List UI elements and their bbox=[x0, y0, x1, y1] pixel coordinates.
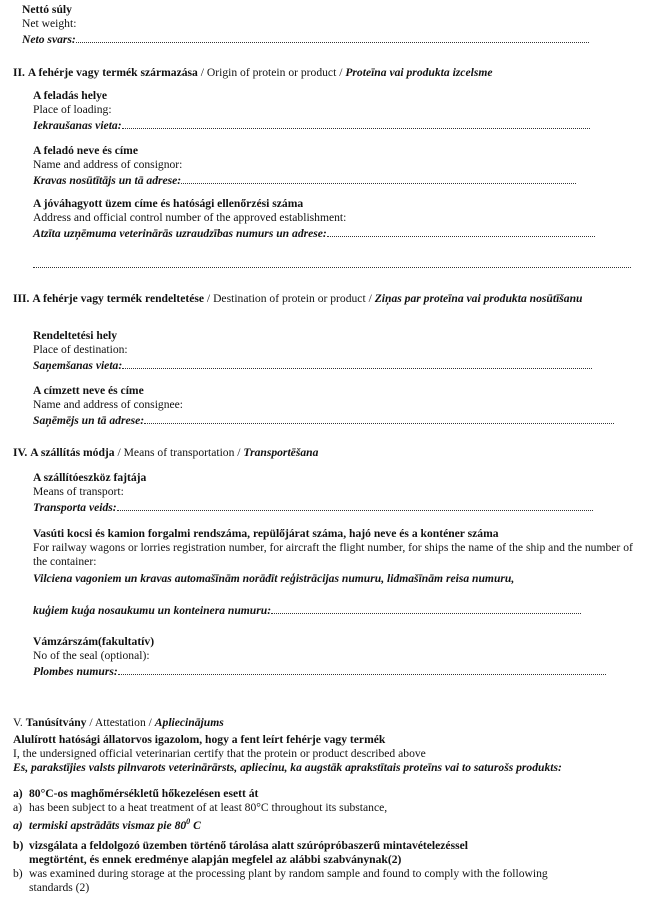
seal-fill-line[interactable] bbox=[118, 663, 606, 675]
consignor-lv: Kravas nosūtītājs un tā adrese: bbox=[33, 174, 182, 187]
item-b-en-line2: standards (2) bbox=[29, 881, 90, 894]
establishment-en: Address and official control number of the approved establishment: bbox=[33, 211, 347, 224]
means-of-transport-en: Means of transport: bbox=[33, 485, 124, 498]
net-weight-lv: Neto svars: bbox=[22, 33, 76, 46]
means-of-transport-hu: A szállítóeszköz fajtája bbox=[33, 471, 147, 484]
item-a-hu: 80°C-os maghőmérsékletű hőkezelésen esett át bbox=[29, 787, 259, 800]
registration-lv-line2: kuģiem kuģa nosaukumu un konteinera numuru: bbox=[33, 604, 272, 617]
place-of-loading-lv: Iekraušanas vieta: bbox=[33, 119, 122, 132]
section-iv-title-lv: Transportēšana bbox=[243, 446, 319, 459]
attestation-item-b bbox=[13, 839, 548, 895]
registration-en: For railway wagons or lorries registration number, for aircraft the flight number, for ships the name of the ship and the number of the container: bbox=[33, 541, 633, 568]
registration-fill-line[interactable] bbox=[271, 602, 581, 614]
item-a-en: has been subject to a heat treatment of at least 80°C throughout its substance, bbox=[29, 801, 388, 814]
means-of-transport-block bbox=[33, 471, 593, 515]
place-of-loading-hu: A feladás helye bbox=[33, 89, 108, 102]
item-a-lv-unit: C bbox=[190, 818, 201, 832]
section-v-title-lv: Apliecinājums bbox=[154, 716, 224, 729]
section-iii-title-en: Destination of protein or product bbox=[213, 292, 366, 305]
item-a-label-en: a) bbox=[13, 801, 23, 814]
section-v-number: V. bbox=[13, 716, 23, 729]
section-iii-title-lv: Ziņas par proteīna vai produkta nosūtīšanu bbox=[374, 292, 583, 305]
attestation-item-a bbox=[13, 787, 387, 833]
attestation-intro-en: I, the undersigned official veterinarian certify that the protein or product described above bbox=[13, 747, 426, 760]
item-b-en-line1: was examined during storage at the processing plant by random sample and found to comply with the following bbox=[29, 867, 548, 880]
section-iv-heading bbox=[13, 446, 318, 460]
separator: / bbox=[204, 292, 214, 305]
separator: / bbox=[365, 292, 375, 305]
seal-lv: Plombes numurs: bbox=[33, 665, 118, 678]
registration-hu: Vasúti kocsi és kamion forgalmi rendszáma, repülőjárat száma, hajó neve és a konténer száma bbox=[33, 527, 499, 540]
consignor-en: Name and address of consignor: bbox=[33, 158, 183, 171]
section-iii-heading bbox=[13, 292, 633, 306]
establishment-hu: A jóváhagyott üzem címe és hatósági ellenőrzési száma bbox=[33, 197, 304, 210]
means-of-transport-fill-line[interactable] bbox=[117, 499, 593, 511]
registration-block bbox=[33, 527, 638, 586]
place-of-destination-hu: Rendeltetési hely bbox=[33, 329, 118, 342]
attestation-intro bbox=[13, 733, 562, 775]
attestation-intro-hu: Alulírott hatósági állatorvos igazolom, hogy a fent leírt fehérje vagy termék bbox=[13, 733, 386, 746]
section-iv-title-hu: A szállítás módja bbox=[30, 446, 115, 459]
consignee-fill-line[interactable] bbox=[144, 412, 614, 424]
item-b-hu-line1: vizsgálata a feldolgozó üzemben történő tárolása alatt szúrópróbaszerű mintavételezéssel bbox=[29, 839, 468, 852]
item-a-label-hu: a) bbox=[13, 787, 23, 800]
seal-hu: Vámzárszám(fakultatív) bbox=[33, 635, 155, 648]
place-of-destination-en: Place of destination: bbox=[33, 343, 128, 356]
place-of-destination-lv: Saņemšanas vieta: bbox=[33, 359, 123, 372]
attestation-intro-lv: Es, parakstījies valsts pilnvarots veterinārārsts, apliecinu, ka augstāk aprakstītais proteīns vai to saturošs produkts: bbox=[13, 761, 562, 774]
establishment-block bbox=[33, 197, 595, 241]
section-v-title-hu: Tanúsítvány bbox=[25, 716, 87, 729]
net-weight-fill-line[interactable] bbox=[76, 31, 589, 43]
separator: / bbox=[114, 446, 124, 459]
seal-block bbox=[33, 635, 606, 679]
item-b-hu-line2: megtörtént, és ennek eredménye alapján megfelel az alábbi szabványnak(2) bbox=[29, 853, 402, 866]
separator: / bbox=[336, 66, 346, 79]
net-weight-hu: Nettó súly bbox=[22, 3, 72, 16]
consignee-block bbox=[33, 384, 614, 428]
item-a-label-lv: a) bbox=[13, 818, 23, 832]
separator: / bbox=[234, 446, 244, 459]
consignor-fill-line[interactable] bbox=[181, 172, 576, 184]
registration-lv-line1: Vilciena vagoniem un kravas automašīnām norādīt reģistrācijas numuru, lidmašīnām reisa numuru, bbox=[33, 572, 515, 585]
place-of-destination-fill-line[interactable] bbox=[122, 357, 592, 369]
section-iv-title-en: Means of transportation bbox=[123, 446, 235, 459]
section-ii-heading bbox=[13, 66, 493, 80]
separator: / bbox=[86, 716, 95, 729]
consignee-en: Name and address of consignee: bbox=[33, 398, 184, 411]
establishment-extra-line bbox=[33, 256, 631, 272]
establishment-fill-line-2[interactable] bbox=[33, 256, 631, 268]
consignee-lv: Saņēmējs un tā adrese: bbox=[33, 414, 145, 427]
establishment-lv: Atzīta uzņēmuma veterinārās uzraudzības numurs un adrese: bbox=[33, 227, 327, 240]
place-of-loading-fill-line[interactable] bbox=[122, 117, 590, 129]
consignor-hu: A feladó neve és címe bbox=[33, 144, 138, 157]
means-of-transport-lv: Transporta veids: bbox=[33, 501, 117, 514]
registration-lv-line2-block bbox=[33, 602, 581, 618]
consignor-block bbox=[33, 144, 576, 188]
section-ii-number: II. bbox=[13, 66, 25, 79]
section-v-heading bbox=[13, 716, 224, 730]
place-of-destination-block bbox=[33, 329, 592, 373]
section-ii-title-hu: A fehérje vagy termék származása bbox=[27, 66, 198, 79]
place-of-loading-en: Place of loading: bbox=[33, 103, 112, 116]
consignee-hu: A címzett neve és címe bbox=[33, 384, 144, 397]
section-ii-title-en: Origin of protein or product bbox=[206, 66, 337, 79]
place-of-loading-block bbox=[33, 89, 590, 133]
item-a-lv: termiski apstrādāts vismaz pie 80 bbox=[29, 818, 187, 832]
item-a-lv-degree: 0 bbox=[186, 817, 191, 826]
item-b-label-en: b) bbox=[13, 867, 23, 880]
seal-en: No of the seal (optional): bbox=[33, 649, 150, 662]
establishment-fill-line[interactable] bbox=[327, 225, 595, 237]
net-weight-en: Net weight: bbox=[22, 17, 77, 30]
separator: / bbox=[197, 66, 207, 79]
net-weight-block bbox=[22, 3, 589, 47]
section-iii-number: III. bbox=[13, 292, 30, 305]
separator: / bbox=[145, 716, 155, 729]
section-v-title-en: Attestation bbox=[94, 716, 146, 729]
item-b-label-hu: b) bbox=[13, 839, 24, 852]
section-iii-title-hu: A fehérje vagy termék rendeltetése bbox=[32, 292, 205, 305]
section-ii-title-lv: Proteīna vai produkta izcelsme bbox=[345, 66, 493, 79]
section-iv-number: IV. bbox=[13, 446, 28, 459]
